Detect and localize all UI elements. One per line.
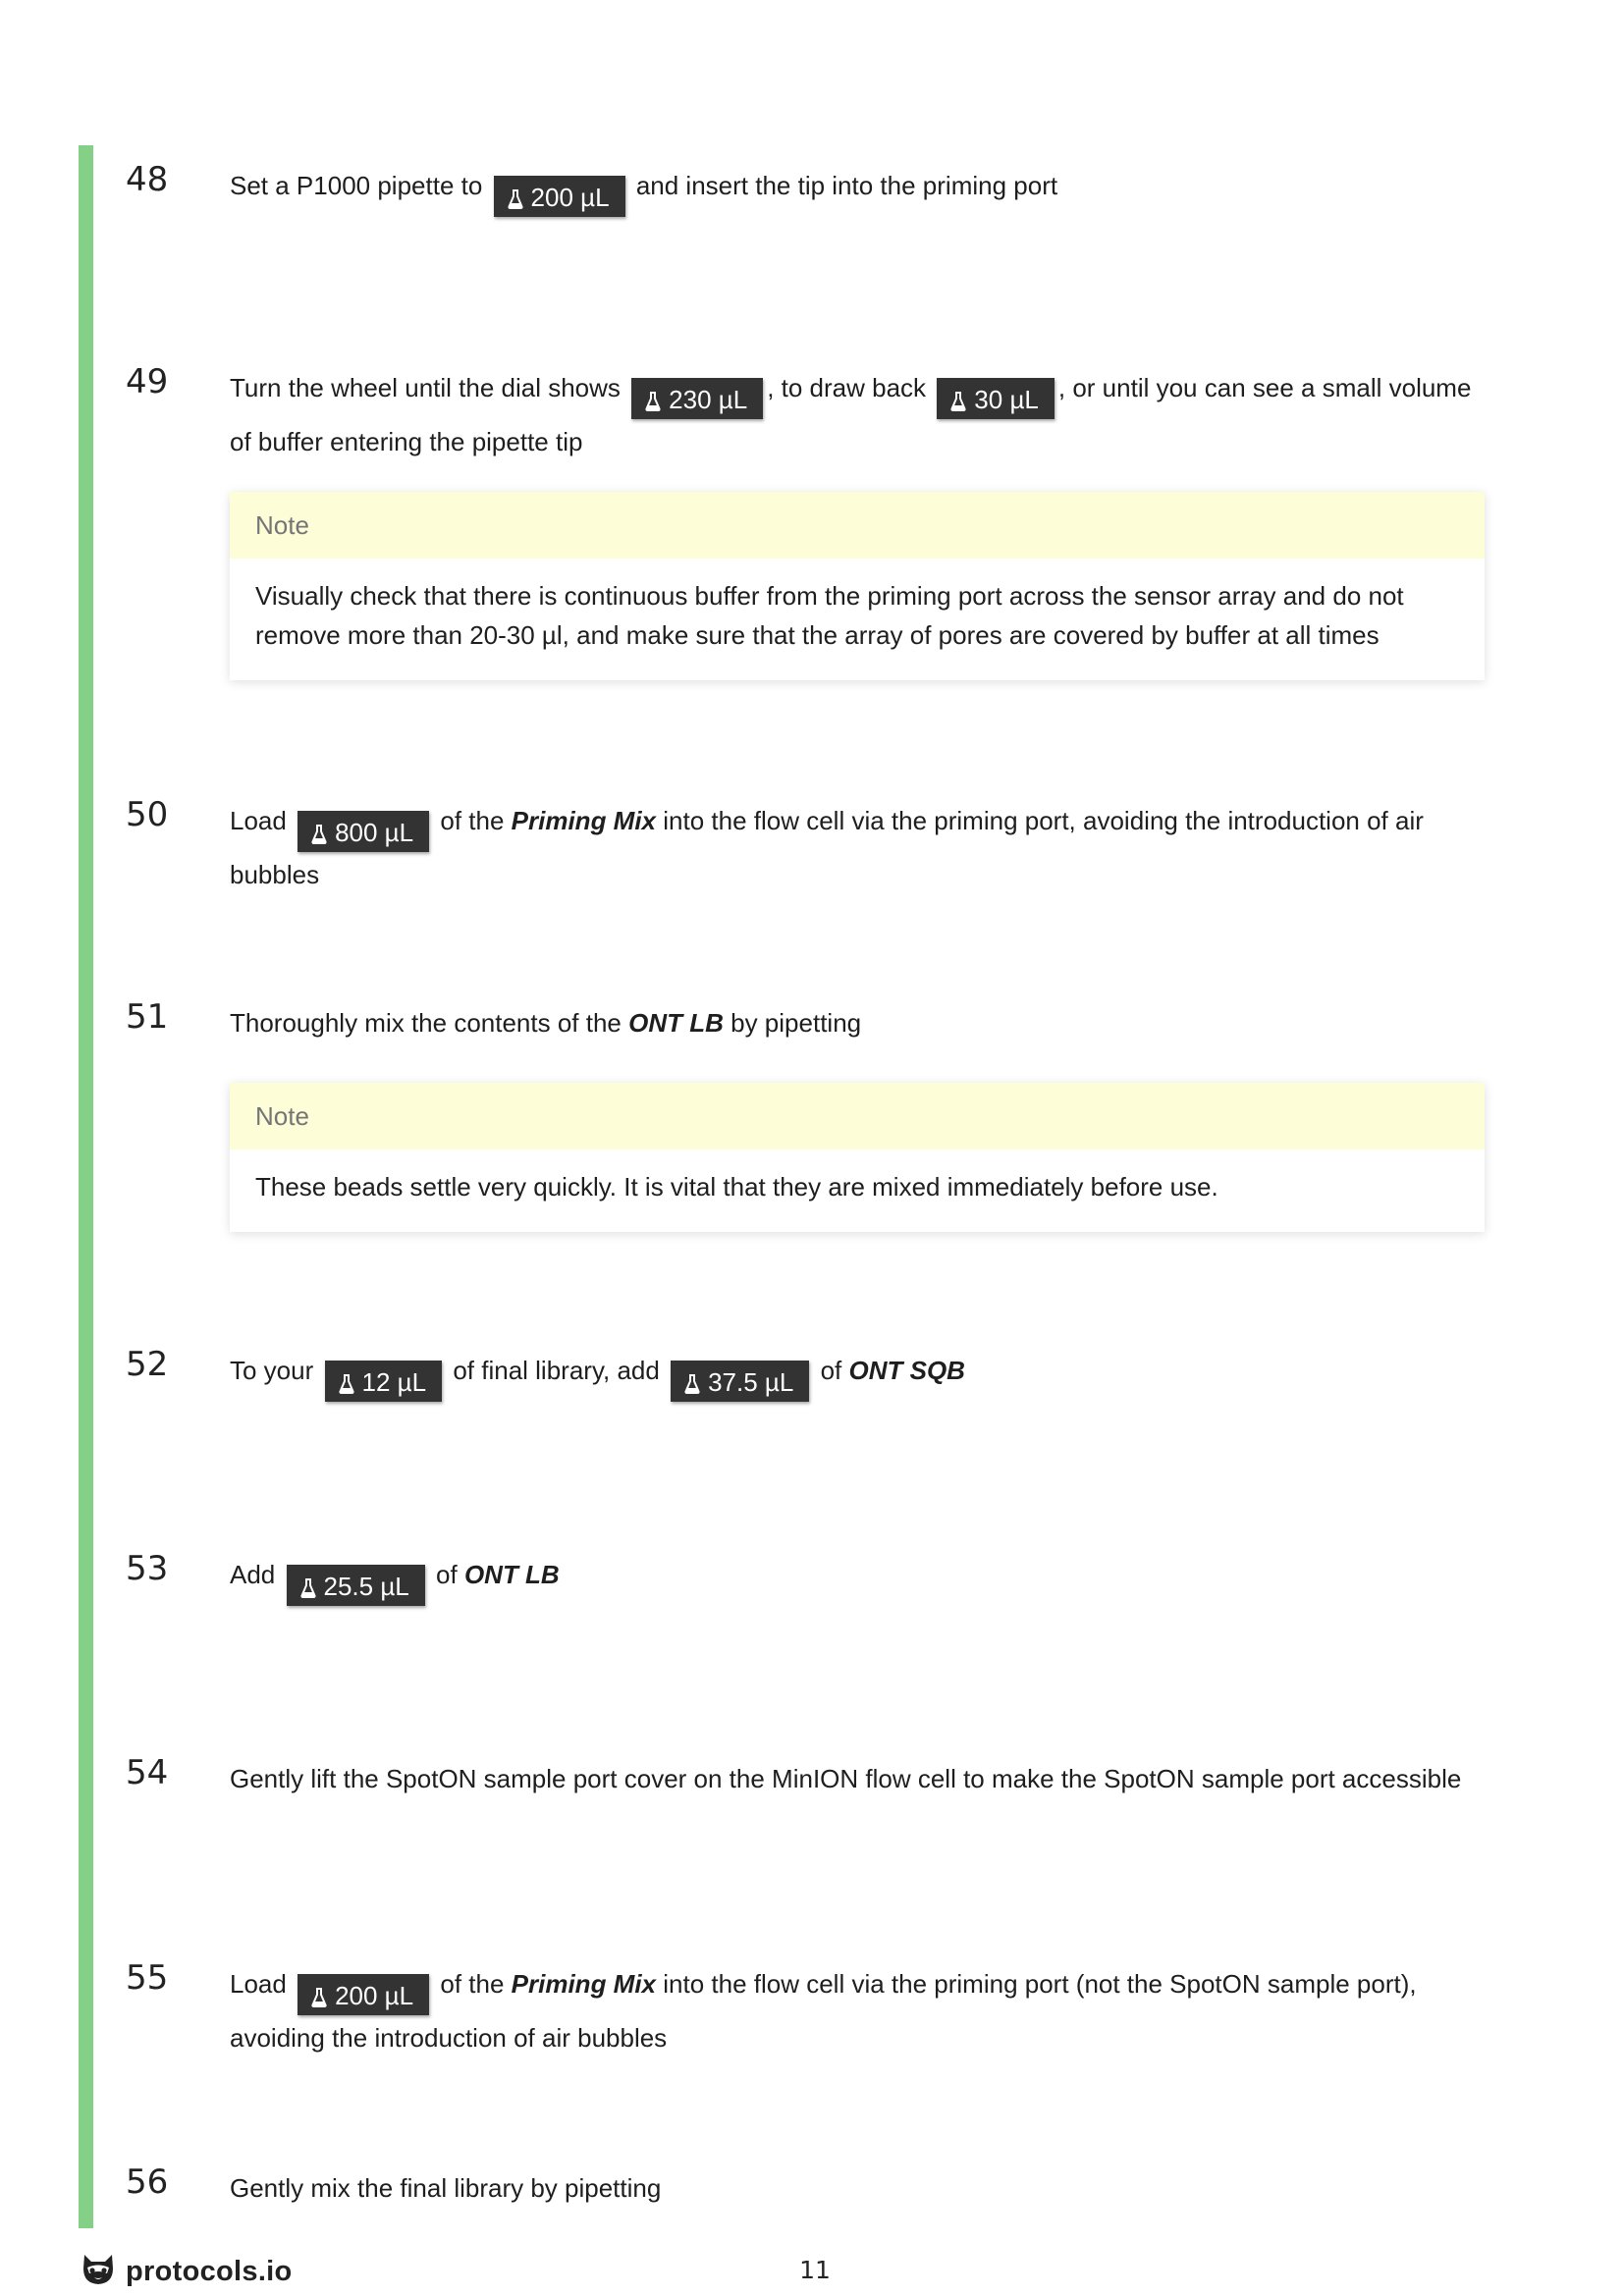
amount-badge: 200 µL [298, 1974, 429, 2015]
step-text [230, 1552, 1487, 1606]
amount-badge: 200 µL [494, 176, 625, 217]
step-text [230, 2165, 1487, 2212]
flask-icon [311, 814, 327, 857]
flask-icon [339, 1363, 354, 1407]
step-text [230, 1000, 1487, 1046]
step-text-segment: Load [230, 806, 287, 835]
step-number: 49 [126, 362, 169, 401]
step-text-segment: into the flow cell via the priming port (not the SpotON sample port), avoiding the introduction of air bubbles [230, 1969, 1417, 2053]
note-heading: Note [230, 492, 1485, 559]
flask-icon [311, 1977, 327, 2020]
step-text-segment: Load [230, 1969, 287, 1999]
step-text-segment: Thoroughly mix the contents of the [230, 1008, 622, 1038]
step-text-segment: by pipetting [730, 1008, 862, 1038]
flask-icon [508, 179, 523, 222]
step-text [230, 798, 1487, 898]
logo-text: protocols.io [126, 2255, 293, 2287]
amount-badge: 30 µL [937, 378, 1055, 419]
amount-badge: 230 µL [631, 378, 763, 419]
step-text-segment: of the [440, 806, 505, 835]
step-text-segment: To your [230, 1356, 314, 1385]
amount-badge: 800 µL [298, 811, 429, 852]
flask-icon [300, 1568, 316, 1611]
step-number: 56 [126, 2163, 169, 2202]
step-text-segment: Gently lift the SpotON sample port cover on the MinION flow cell to make the SpotON sample port accessible [230, 1764, 1462, 1793]
step-text-segment: of final library, add [453, 1356, 660, 1385]
step-text-segment: of [436, 1560, 458, 1589]
step-number: 51 [126, 997, 169, 1037]
step-text [230, 1961, 1487, 2061]
step-number: 53 [126, 1549, 169, 1588]
step-text-segment: of [820, 1356, 842, 1385]
amount-badge: 37.5 µL [671, 1361, 809, 1402]
note-box [230, 492, 1485, 680]
flask-icon [684, 1363, 700, 1407]
note-box [230, 1083, 1485, 1232]
step-text [230, 365, 1487, 465]
step-text-segment: , to draw back [767, 373, 927, 402]
step-number: 52 [126, 1345, 169, 1384]
flask-icon [950, 381, 966, 424]
step-number: 48 [126, 160, 169, 199]
step-text-segment: Gently mix the final library by pipetting [230, 2173, 662, 2203]
reagent-name: Priming Mix [511, 1969, 657, 1999]
flask-icon [645, 381, 661, 424]
step-text-segment: Add [230, 1560, 276, 1589]
reagent-name: ONT SQB [848, 1356, 965, 1385]
raccoon-logo-icon [81, 2253, 116, 2291]
step-text [230, 1348, 1487, 1402]
step-text-segment: , or until you can see a small volume of buffer entering the pipette tip [230, 373, 1472, 456]
step-section-bar [79, 145, 93, 2228]
step-number: 55 [126, 1958, 169, 1998]
step-text-segment: Set a P1000 pipette to [230, 171, 483, 200]
page-number: 11 [799, 2256, 831, 2284]
step-text [230, 1756, 1487, 1802]
note-heading: Note [230, 1083, 1485, 1149]
step-text-segment: of the [440, 1969, 505, 1999]
note-body: Visually check that there is continuous buffer from the priming port across the sensor array and do not remove more than 20-30 µl, and make sure that the array of pores are covered by buffer at all times [255, 581, 1404, 650]
step-number: 54 [126, 1753, 169, 1792]
reagent-name: Priming Mix [511, 806, 657, 835]
step-number: 50 [126, 795, 169, 834]
reagent-name: ONT LB [628, 1008, 724, 1038]
step-text-segment: Turn the wheel until the dial shows [230, 373, 621, 402]
amount-badge: 12 µL [325, 1361, 443, 1402]
step-text-segment: and insert the tip into the priming port [635, 171, 1058, 200]
note-body: These beads settle very quickly. It is vital that they are mixed immediately before use. [255, 1172, 1218, 1201]
step-text-segment: into the flow cell via the priming port, avoiding the introduction of air bubbles [230, 806, 1424, 889]
amount-badge: 25.5 µL [287, 1565, 425, 1606]
protocols-io-logo[interactable] [81, 2252, 293, 2291]
reagent-name: ONT LB [463, 1560, 560, 1589]
step-text [230, 163, 1487, 217]
